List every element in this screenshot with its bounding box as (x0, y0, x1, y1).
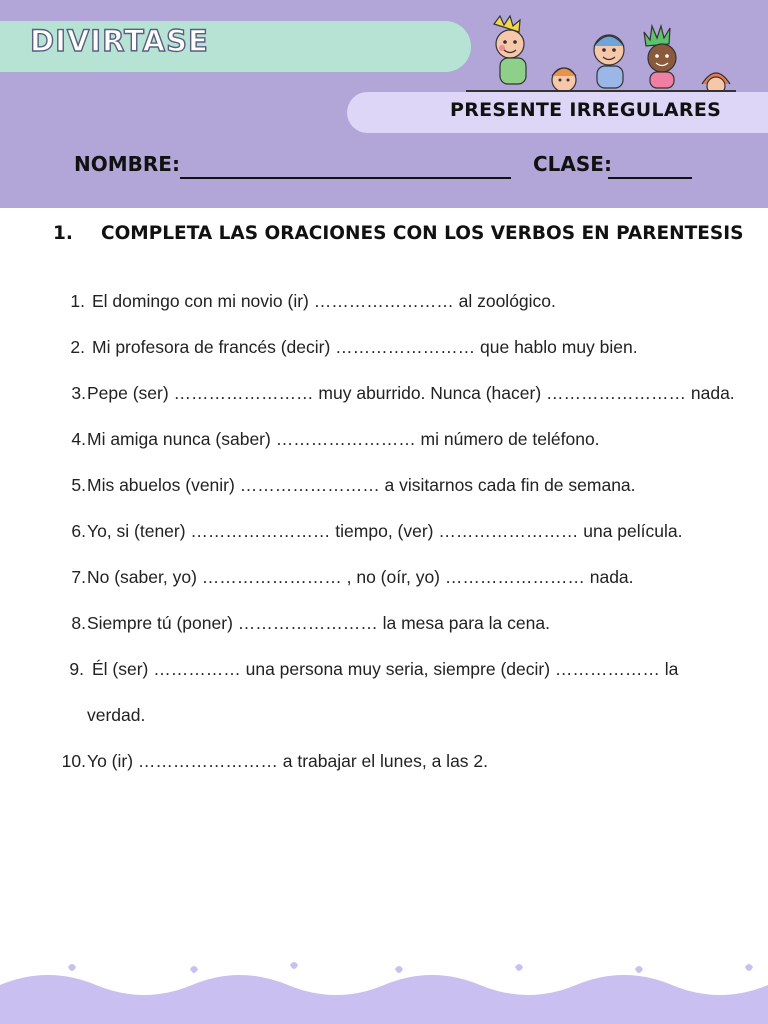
class-label: CLASE: (533, 152, 612, 176)
exercise-item (0, 613, 768, 653)
kid-blue-hair-icon (594, 35, 624, 88)
exercise-item (0, 429, 768, 469)
exercise-item (0, 659, 768, 699)
exercise-text: Pepe (ser) …………………… muy aburrido. Nunca (hacer) …………………… nada. (87, 383, 735, 403)
instruction-text: COMPLETA LAS ORACIONES CON LOS VERBOS EN PARENTESIS (101, 223, 744, 244)
exercise-item-continuation (0, 705, 768, 745)
exercise-number: 10. (61, 751, 86, 771)
exercise-text: Mis abuelos (venir) …………………… a visitarnos cada fin de semana. (87, 475, 636, 495)
exercise-number: 4. (71, 429, 86, 449)
exercise-number: 8. (71, 613, 86, 633)
exercise-text: Él (ser) …………… una persona muy seria, siempre (decir) ……………… la (92, 659, 679, 679)
exercise-text: Mi profesora de francés (decir) …………………… que hablo muy bien. (92, 337, 638, 357)
topic-title: PRESENTE IRREGULARES (450, 99, 722, 121)
exercise-text: El domingo con mi novio (ir) …………………… al zoológico. (92, 291, 556, 311)
exercise-number: 6. (71, 521, 86, 541)
name-blank[interactable] (180, 177, 511, 179)
name-label: NOMBRE: (74, 152, 180, 176)
exercise-text: Yo (ir) …………………… a trabajar el lunes, a las 2. (87, 751, 489, 771)
class-blank[interactable] (608, 177, 692, 179)
exercise-number: 9. (69, 659, 84, 679)
exercise-number: 7. (71, 567, 86, 587)
exercise-item (0, 751, 768, 791)
exercise-item (0, 383, 768, 423)
kid-orange-hair-icon (552, 68, 576, 92)
exercise-text: No (saber, yo) …………………… , no (oír, yo) …………………… nada. (87, 567, 634, 587)
exercise-text: Mi amiga nunca (saber) …………………… mi número de teléfono. (87, 429, 600, 449)
student-info-row (74, 152, 714, 186)
exercise-number: 1. (70, 291, 85, 311)
exercise-number: 3. (71, 383, 86, 403)
header-banner (0, 0, 768, 208)
exercise-number: 2. (70, 337, 85, 357)
kids-illustration (466, 14, 736, 94)
exercise-item (0, 291, 768, 331)
kid-green-hair-icon (644, 26, 676, 88)
exercise-text-continuation: verdad. (87, 705, 146, 725)
instruction-number: 1. (53, 223, 73, 244)
footer-wave (0, 955, 768, 1024)
exercise-item (0, 567, 768, 607)
exercise-item (0, 521, 768, 561)
exercise-text: Siempre tú (poner) …………………… la mesa para la cena. (87, 613, 550, 633)
exercise-item (0, 337, 768, 377)
kid-yellow-hair-icon (494, 16, 526, 84)
exercise-item (0, 475, 768, 515)
exercise-text: Yo, si (tener) …………………… tiempo, (ver) …………………… una película. (87, 521, 683, 541)
exercise-number: 5. (71, 475, 86, 495)
brand-title: DIVIRTASE (30, 24, 209, 58)
